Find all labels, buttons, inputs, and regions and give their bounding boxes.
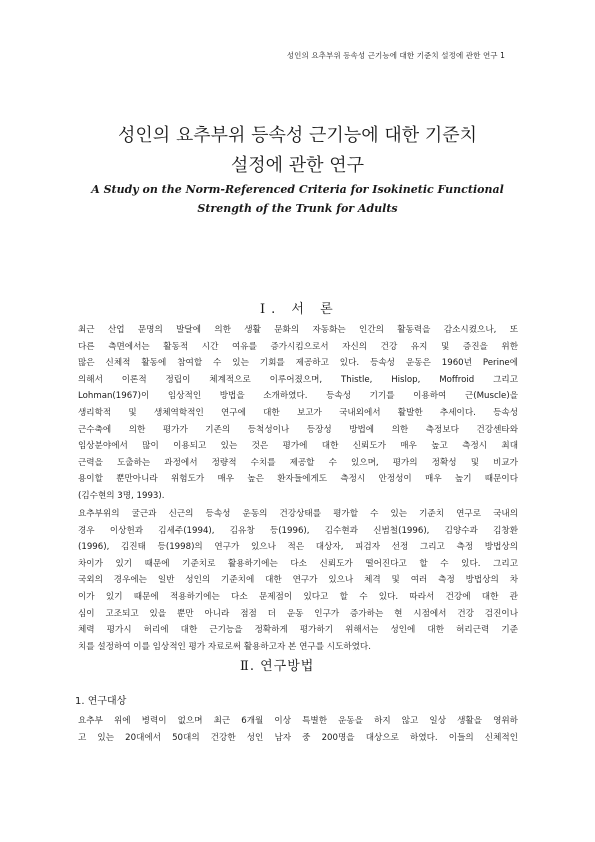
subsection-heading-subjects: 1. 연구대상 bbox=[75, 696, 127, 707]
paragraph-intro-2 bbox=[78, 506, 518, 655]
section-heading-introduction: Ⅰ. 서 론 bbox=[260, 302, 339, 317]
text-line: 경우 이상헌과 김세주(1994), 김유창 등(1996), 김수현과 신범철(1996), 김양수과 김창환 bbox=[78, 525, 518, 536]
running-header: 성인의 요추부위 등속성 근기능에 대한 기준치 설정에 관한 연구 1 bbox=[286, 51, 505, 60]
text-line: Lohman(1967)이 임상적인 방법을 소개하였다. 등속성 기기를 이용하여 근(Muscle)을 bbox=[78, 391, 518, 402]
text-line: 용이할 뿐만아니라 위험도가 매우 높은 환자들에게도 측정시 안정성이 매우 높기 때문이다 bbox=[78, 474, 518, 485]
title-korean-line-1: 성인의 요추부위 등속성 근기능에 대한 기준치 bbox=[118, 125, 477, 146]
text-line: (김수현의 3명, 1993). bbox=[78, 490, 165, 501]
paragraph-intro-1 bbox=[78, 322, 518, 505]
text-line: 고 있는 20대에서 50대의 건강한 성인 남자 중 200명을 대상으로 하였다. 이들의 신체적인 bbox=[78, 732, 518, 743]
text-line: 최근 산업 문명의 발달에 의한 생활 문화의 자동화는 인간의 활동력을 감소시켰으나, 또 bbox=[78, 325, 518, 335]
text-line: 치를 설정하여 이를 임상적인 평가 자료로써 활용하고자 본 연구를 시도하였다. bbox=[78, 641, 371, 652]
text-line: 임상분야에서 많이 이용되고 있는 것은 평가에 대한 신뢰도가 매우 높고 측정시 최대 bbox=[78, 441, 518, 452]
title-english-line-1: A Study on the Norm-Referenced Criteria for Isokinetic Functional bbox=[91, 183, 504, 196]
text-line: 이가 있기 때문에 적용하기에는 다소 문제점이 있다고 할 수 있다. 따라서 건강에 대한 관 bbox=[78, 591, 518, 602]
text-line: 의해서 이론적 정립이 체계적으로 이루어졌으며, Thistle, Hislop, Moffroid 그리고 bbox=[78, 374, 518, 385]
text-line: 다른 측면에서는 활동적 시간 여유를 증가시킴으로서 자신의 건강 유지 및 증진을 위한 bbox=[78, 341, 518, 352]
text-line: (1996), 김진태 등(1998)의 연구가 있으나 적은 대상자, 피검자 선정 그리고 측정 방법상의 bbox=[78, 542, 518, 553]
section-heading-methods: Ⅱ. 연구방법 bbox=[240, 659, 315, 674]
text-line: 요추부위의 굴근과 신근의 등속성 운동의 건강상태를 평가할 수 있는 기준치 연구로 국내의 bbox=[78, 509, 518, 519]
text-line: 체력 평가시 허리에 대한 근기능을 정확하게 평가하기 위해서는 성인에 대한 허리근력 기준 bbox=[78, 625, 518, 636]
text-line: 생리학적 및 생체역학적인 연구에 대한 보고가 국내외에서 활발한 추세이다. 등속성 bbox=[78, 407, 518, 418]
text-line: 근력을 도출하는 과정에서 정량적 수치를 제공할 수 있으며, 평가의 정확성 및 비교가 bbox=[78, 457, 518, 468]
text-line: 많은 신체적 활동에 참여할 수 있는 기회를 제공하고 있다. 등속성 운동은 1960년 Perine에 bbox=[78, 358, 518, 369]
text-line: 차이가 있기 때문에 기준치로 활용하기에는 다소 신뢰도가 떨어진다고 할 수 있다. 그리고 bbox=[78, 558, 518, 569]
text-line: 심이 고조되고 있을 뿐만 아니라 점점 더 운동 인구가 증가하는 현 시점에서 건강 검진이나 bbox=[78, 608, 518, 619]
text-line: 요추부 위에 병력이 없으며 최근 6개월 이상 특별한 운동을 하지 않고 일상 생활을 영위하 bbox=[78, 716, 518, 726]
text-line: 국외의 경우에는 일반 성인의 기준치에 대한 연구가 있으나 체격 및 여러 측정 방법상의 차 bbox=[78, 575, 518, 586]
title-korean-line-2: 설정에 관한 연구 bbox=[230, 155, 365, 176]
text-line: 근수축에 의한 평가가 기존의 등척성이나 등장성 방법에 의한 측정보다 건강센타와 bbox=[78, 424, 518, 435]
title-english-line-2: Strength of the Trunk for Adults bbox=[197, 202, 398, 215]
paragraph-subjects bbox=[78, 713, 518, 746]
